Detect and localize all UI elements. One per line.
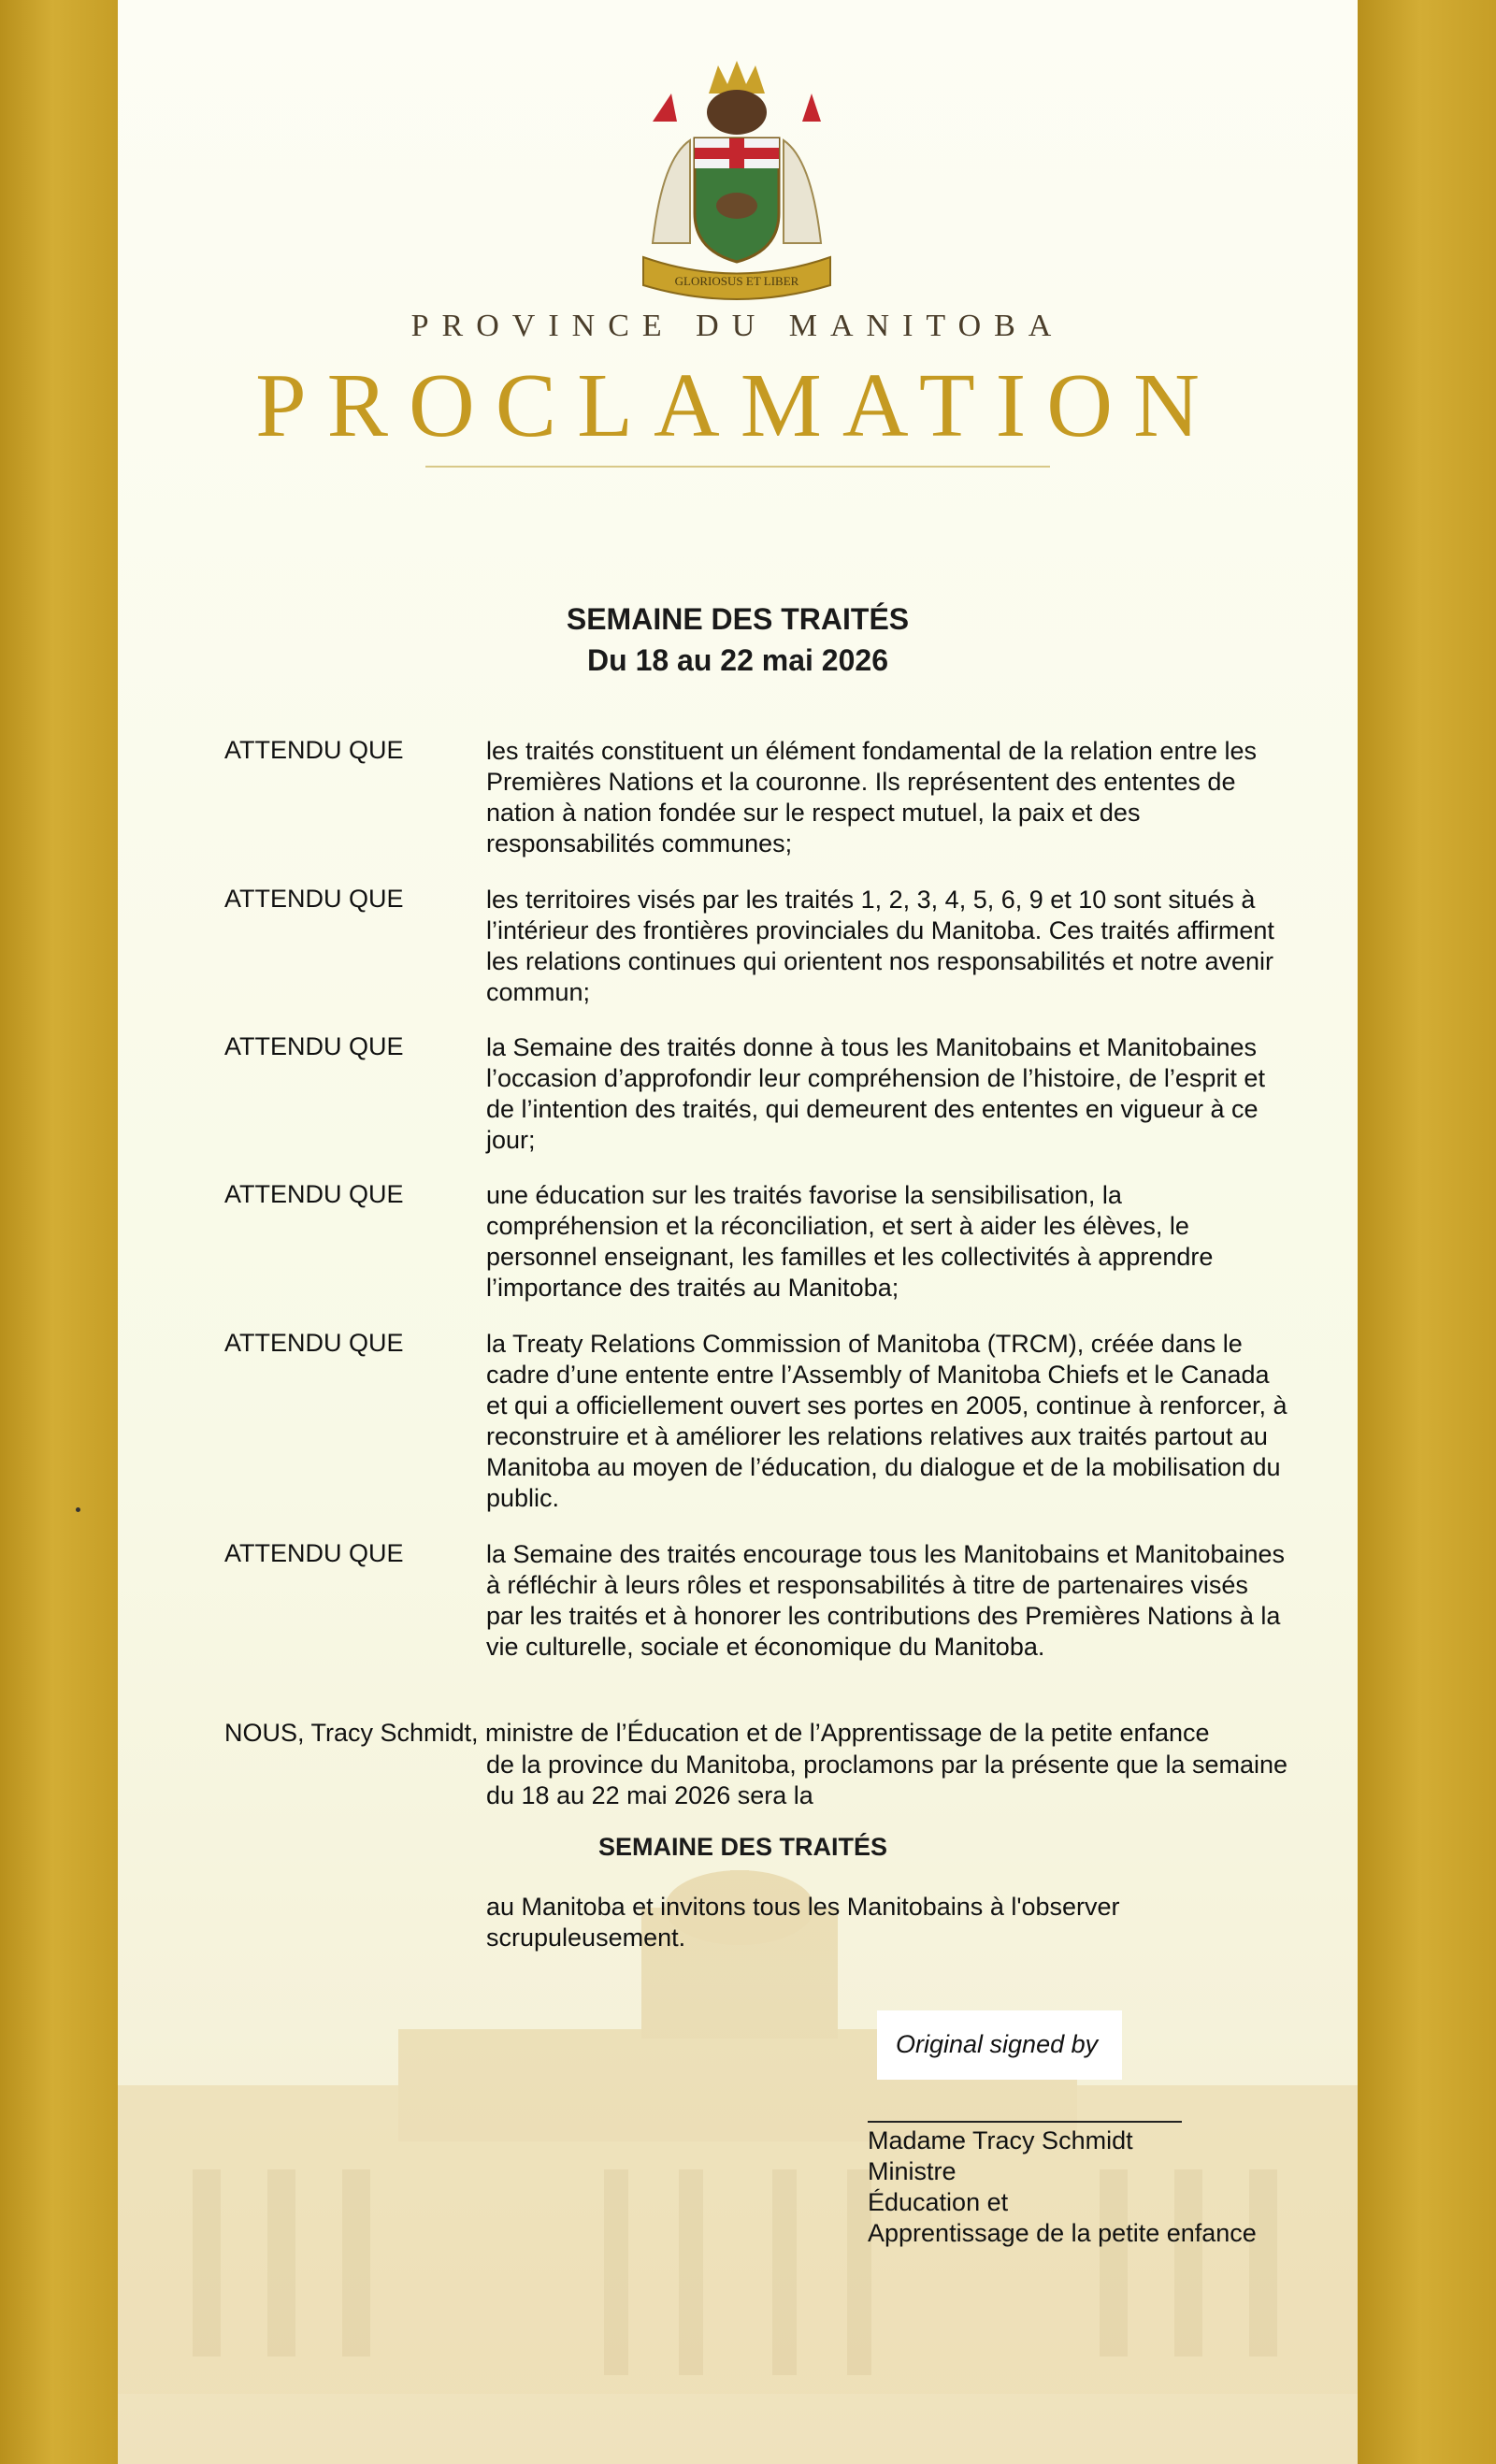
whereas-label: ATTENDU QUE [224, 885, 404, 913]
signatory-dept-line2: Apprentissage de la petite enfance [868, 2219, 1257, 2247]
signatory-role: Ministre [868, 2157, 957, 2185]
signature-line [868, 2121, 1182, 2123]
whereas-text: les territoires visés par les traités 1, 2, 3, 4, 5, 6, 9 et 10 sont situés à l’intérieur des frontières provinciales du Manitoba. Ces traités affirment les relations continues qui orientent nos responsabilités et notre avenir commun; [486, 886, 1274, 1006]
whereas-text: la Treaty Relations Commission of Manitoba (TRCM), créée dans le cadre d’une entente entre l’Assembly of Manitoba Chiefs et le Canada et qui a officiellement ouvert ses portes en 2005, continue à renforcer, à reconstruire et à améliorer les relations relatives aux traités partout au Manitoba au moyen de l’éducation, du dialogue et de la mobilisation du public. [486, 1330, 1287, 1512]
whereas-text: la Semaine des traités donne à tous les Manitobains et Manitobaines l’occasion d’approfondir leur compréhension de l’histoire, de l’esprit et de l’intention des traités, qui demeurent des ententes en vigueur à ce jour; [486, 1033, 1265, 1154]
signature-note: Original signed by [896, 2030, 1099, 2058]
whereas-text: une éducation sur les traités favorise la sensibilisation, la compréhension et la réconciliation, et sert à aider les élèves, le personnel enseignant, les familles et les collectivités à apprendre l’importance des traités au Manitoba; [486, 1181, 1214, 1302]
proclamation-closing: au Manitoba et invitons tous les Manitobains à l'observer scrupuleusement. [486, 1893, 1120, 1952]
whereas-text: la Semaine des traités encourage tous les Manitobains et Manitobaines à réfléchir à leurs rôles et responsabilités à titre de partenaires visés par les traités et à honorer les contributions des Premières Nations à la vie culturelle, sociale et économique du Manitoba. [486, 1540, 1286, 1661]
province-label: PROVINCE DU MANITOBA [410, 309, 1065, 343]
whereas-label: ATTENDU QUE [224, 1032, 404, 1060]
gold-border-right [1358, 0, 1496, 2464]
document-dates: Du 18 au 22 mai 2026 [587, 643, 888, 677]
proclamation-lead: NOUS, Tracy Schmidt, ministre de l’Éducation et de l’Apprentissage de la petite enfance [224, 1719, 1210, 1747]
crest-motto: GLORIOSUS ET LIBER [674, 274, 799, 288]
proclaimed-event: SEMAINE DES TRAITÉS [598, 1833, 888, 1861]
heading-divider [425, 466, 1050, 468]
proclamation-heading: PROCLAMATION [255, 355, 1220, 456]
proclamation-continuation: de la province du Manitoba, proclamons par la présente que la semaine du 18 au 22 mai 2026 sera la [486, 1751, 1288, 1809]
margin-dot [76, 1507, 80, 1512]
manitoba-coat-of-arms [634, 56, 840, 309]
signatory-dept-line1: Éducation et [868, 2188, 1009, 2216]
whereas-text: les traités constituent un élément fondamental de la relation entre les Premières Nations et la couronne. Ils représentent des ententes de nation à nation fondée sur le respect mutuel, la paix et des responsabilités communes; [486, 737, 1257, 857]
whereas-label: ATTENDU QUE [224, 1329, 404, 1357]
whereas-label: ATTENDU QUE [224, 1180, 404, 1208]
signatory-name: Madame Tracy Schmidt [868, 2126, 1133, 2154]
gold-border-left [0, 0, 118, 2464]
document-title: SEMAINE DES TRAITÉS [566, 602, 910, 636]
whereas-label: ATTENDU QUE [224, 1539, 404, 1567]
signatory-block [868, 2125, 1257, 2249]
whereas-label: ATTENDU QUE [224, 736, 404, 764]
